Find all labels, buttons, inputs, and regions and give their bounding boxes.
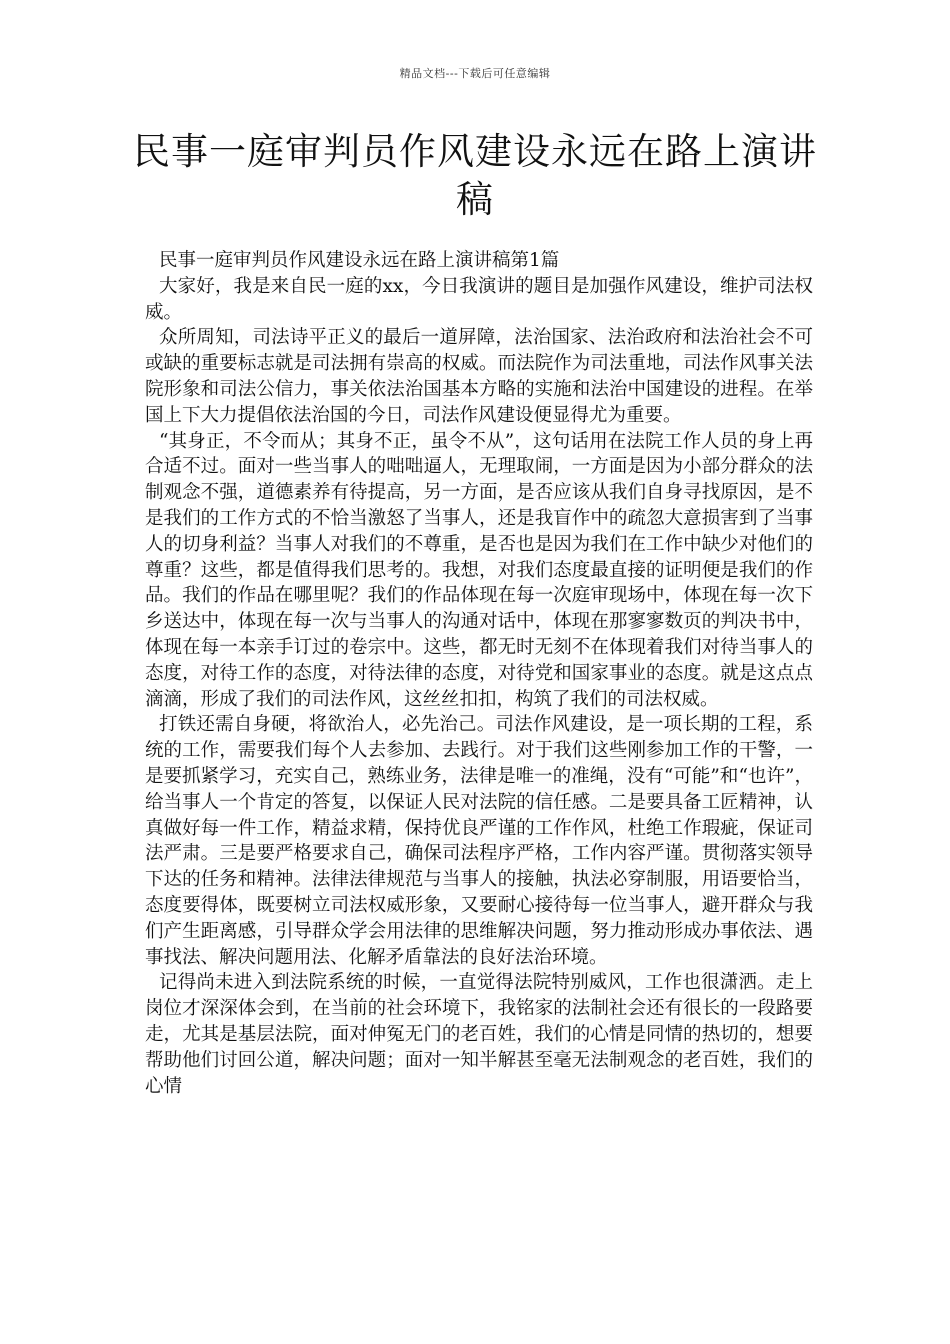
paragraph-2: 众所周知，司法诗平正义的最后一道屏障，法治国家、法治政府和法治社会不可或缺的重要标志就是司法拥有崇高的权威。而法院作为司法重地，司法作风事关法院形象和司法公信力，事关依法治国基本方略的实施和法治中国建设的进程。在举国上下大力提倡依法治国的今日，司法作风建设便显得尤为重要。: [145, 327, 813, 426]
document-title: 民事一庭审判员作风建设永远在路上演讲稿: [133, 130, 817, 221]
header-note: 精品文档---下载后可任意编辑: [399, 67, 551, 80]
section-subtitle: 民事一庭审判员作风建设永远在路上演讲稿第1篇: [159, 250, 560, 271]
paragraph-1: 大家好，我是来自民一庭的xx，今日我演讲的题目是加强作风建设，维护司法权威。: [145, 275, 813, 323]
paragraph-5: 记得尚未进入到法院系统的时候，一直觉得法院特别威风，工作也很潇洒。走上岗位才深深体会到，在当前的社会环境下，我铭家的法制社会还有很长的一段路要走，尤其是基层法院，面对伸冤无门的老百姓，我们的心情是同情的热切的，想要帮助他们讨回公道，解决问题；面对一知半解甚至毫无法制观念的老百姓，我们的心情: [145, 972, 813, 1097]
document-body: [145, 248, 813, 1099]
paragraph-4: 打铁还需自身硬，将欲治人，必先治己。司法作风建设，是一项长期的工程，系统的工作，需要我们每个人去参加、去践行。对于我们这些刚参加工作的干警，一是要抓紧学习，充实自己，熟练业务，法律是唯一的准绳，没有“可能”和“也许”，给当事人一个肯定的答复，以保证人民对法院的信任感。二是要具备工匠精神，认真做好每一件工作，精益求精，保持优良严谨的工作作风，杜绝工作瑕疵，保证司法严肃。三是要严格要求自己，确保司法程序严格，工作内容严谨。贯彻落实领导下达的任务和精神。法律法律规范与当事人的接触，执法必穿制服，用语要恰当，态度要得体，既要树立司法权威形象，又要耐心接待每一位当事人，避开群众与我们产生距离感，引导群众学会用法律的思维解决问题，努力推动形成办事依法、遇事找法、解决问题用法、化解矛盾靠法的良好法治环境。: [145, 714, 813, 968]
paragraph-3: “其身正，不令而从；其身不正，虽令不从”，这句话用在法院工作人员的身上再合适不过。面对一些当事人的咄咄逼人，无理取闹，一方面是因为小部分群众的法制观念不强，道德素养有待提高，另一方面，是否应该从我们自身寻找原因，是不是我们的工作方式的不恰当激怒了当事人，还是我盲作中的疏忽大意损害到了当事人的切身利益？当事人对我们的不尊重，是否也是因为我们在工作中缺少对他们的尊重？这些，都是值得我们思考的。我想，对我们态度最直接的证明便是我们的作品。我们的作品在哪里呢？我们的作品体现在每一次庭审现场中，体现在每一次下乡送达中，体现在每一次与当事人的沟通对话中，体现在那寥寥数页的判决书中，体现在每一本亲手订过的卷宗中。这些，都无时无刻不在体现着我们对待当事人的态度，对待工作的态度，对待法律的态度，对待党和国家事业的态度。就是这点点滴滴，形成了我们的司法作风，这丝丝扣扣，构筑了我们的司法权威。: [145, 430, 813, 710]
